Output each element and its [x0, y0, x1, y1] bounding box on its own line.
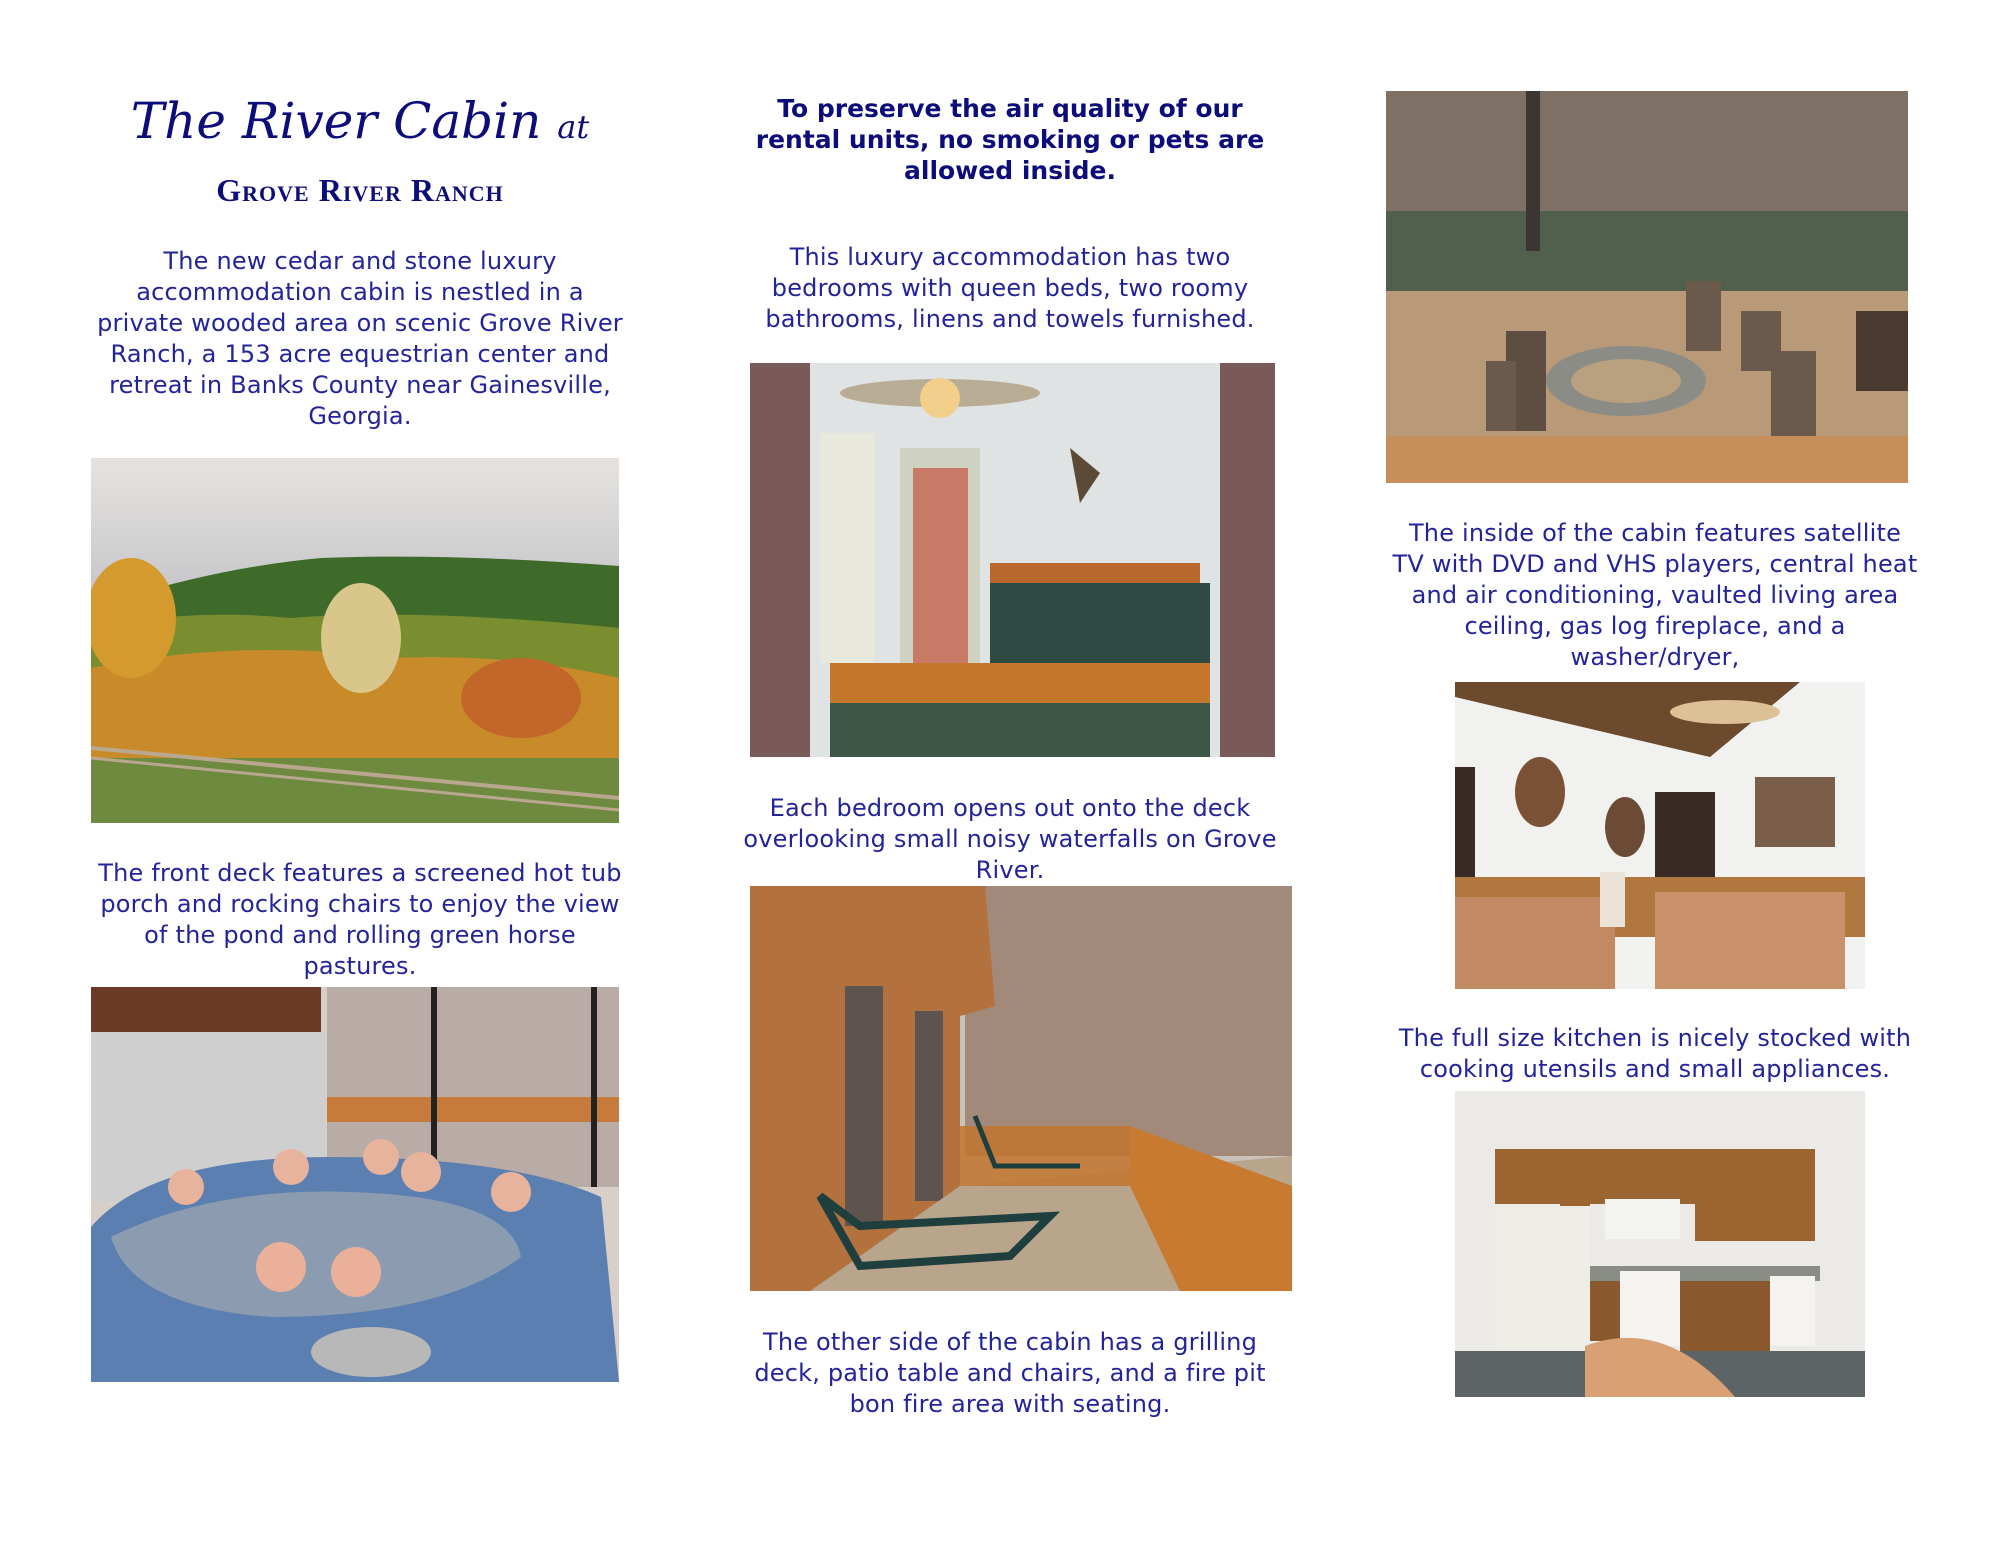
front-deck-paragraph: The front deck features a screened hot tub porch and rocking chairs to enjoy the view of the pond and rolling green horse pastures.: [98, 859, 622, 980]
kitchen-paragraph: The full size kitchen is nicely stocked with cooking utensils and small appliances.: [1398, 1024, 1912, 1083]
other-side-paragraph: The other side of the cabin has a grilling deck, patio table and chairs, and a fire pit bon fire area with seating.: [754, 1328, 1266, 1418]
brochure-title: [90, 92, 630, 150]
kitchen-photo: [1455, 1091, 1865, 1397]
bedrooms-paragraph: This luxury accommodation has two bedrooms with queen beds, two roomy bathrooms, linens and towels furnished.: [765, 243, 1255, 333]
hot-tub-children-photo: [91, 987, 619, 1382]
bedroom-sleigh-bed-photo: [750, 363, 1275, 757]
brochure-subtitle: Grove River Ranch: [216, 172, 504, 208]
cabin-deck-lounge-chairs-photo: [750, 886, 1292, 1291]
title-suffix: at: [557, 108, 590, 146]
fire-pit-stump-seats-photo: [1386, 91, 1908, 483]
autumn-hillside-landscape-photo: [91, 458, 619, 823]
title-main: The River Cabin: [130, 92, 542, 150]
living-room-photo: [1455, 682, 1865, 989]
interior-features-paragraph: The inside of the cabin features satellite TV with DVD and VHS players, central heat and air conditioning, vaulted living area ceiling, gas log fireplace, and a washer/dryer,: [1392, 519, 1918, 671]
intro-paragraph: The new cedar and stone luxury accommodation cabin is nestled in a private wooded area on scenic Grove River Ranch, a 153 acre equestrian center and retreat in Banks County near Gainesville, Georgia.: [97, 247, 623, 430]
no-smoking-notice: To preserve the air quality of our rental units, no smoking or pets are allowed inside.: [755, 94, 1265, 185]
bedroom-deck-paragraph: Each bedroom opens out onto the deck overlooking small noisy waterfalls on Grove River.: [743, 794, 1277, 884]
